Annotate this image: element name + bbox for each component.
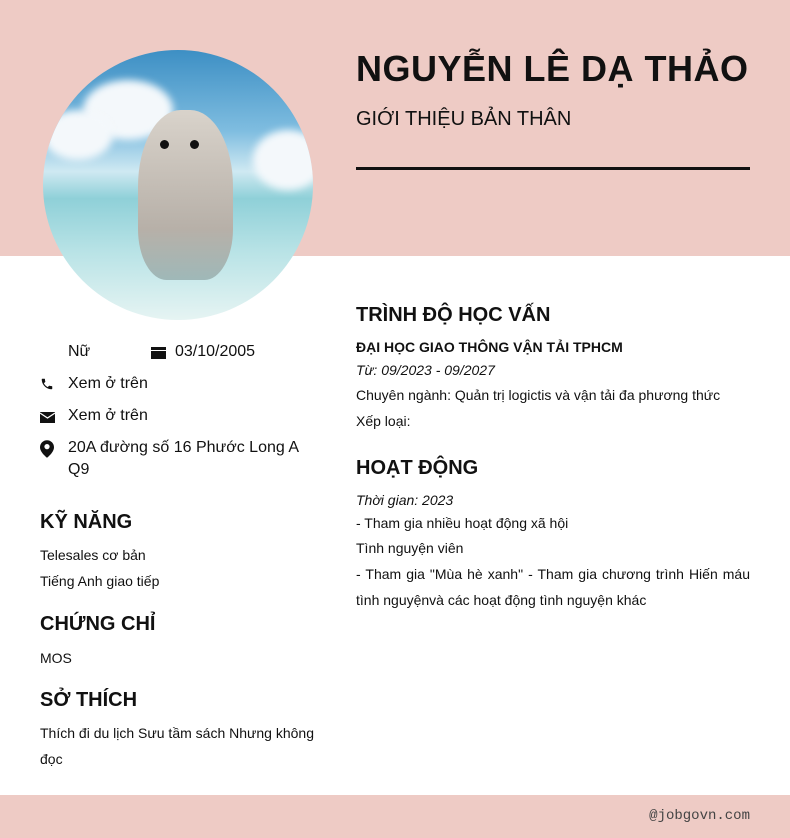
subtitle: GIỚI THIỆU BẢN THÂN — [356, 108, 572, 130]
activity-line: - Tham gia nhiều hoạt động xã hội — [356, 515, 569, 531]
watermark: @jobgovn.com — [649, 808, 750, 824]
divider — [356, 167, 750, 170]
gender: Nữ — [68, 343, 91, 360]
phone-icon — [39, 376, 55, 392]
profile-photo — [43, 50, 313, 320]
activities-title: HOẠT ĐỘNG — [356, 457, 479, 479]
address: 20A đường số 16 Phước Long A Q9 — [68, 439, 299, 478]
school-name: ĐẠI HỌC GIAO THÔNG VẬN TẢI TPHCM — [356, 339, 623, 355]
skills-title: KỸ NĂNG — [40, 511, 133, 533]
location-icon — [39, 441, 55, 457]
candidate-name: NGUYỄN LÊ DẠ THẢO — [356, 48, 749, 89]
activity-line: Tình nguyện viên — [356, 540, 464, 556]
hobbies-text: Thích đi du lịch Sưu tầm sách Nhưng không đọc — [40, 725, 314, 767]
certificate-item: MOS — [40, 650, 72, 666]
education-title: TRÌNH ĐỘ HỌC VẤN — [356, 304, 551, 326]
education-period: Từ: 09/2023 - 09/2027 — [356, 362, 495, 378]
skill-item: Telesales cơ bản — [40, 547, 146, 563]
activity-line: - Tham gia "Mùa hè xanh" - Tham gia chương trình Hiến máu tình nguyệnvà các hoạt động tình nguyện khác — [356, 566, 750, 608]
email-icon — [39, 409, 55, 425]
education-rank: Xếp loại: — [356, 413, 411, 429]
email: Xem ở trên — [68, 407, 148, 424]
skill-item: Tiếng Anh giao tiếp — [40, 573, 160, 589]
activity-time: Thời gian: 2023 — [356, 492, 454, 508]
education-major: Chuyên ngành: Quản trị logictis và vận tải đa phương thức — [356, 387, 721, 403]
calendar-icon — [150, 345, 166, 361]
birthday: 03/10/2005 — [175, 343, 256, 360]
certificates-title: CHỨNG CHỈ — [40, 613, 156, 635]
hobbies-title: SỞ THÍCH — [40, 689, 138, 711]
phone: Xem ở trên — [68, 375, 148, 392]
